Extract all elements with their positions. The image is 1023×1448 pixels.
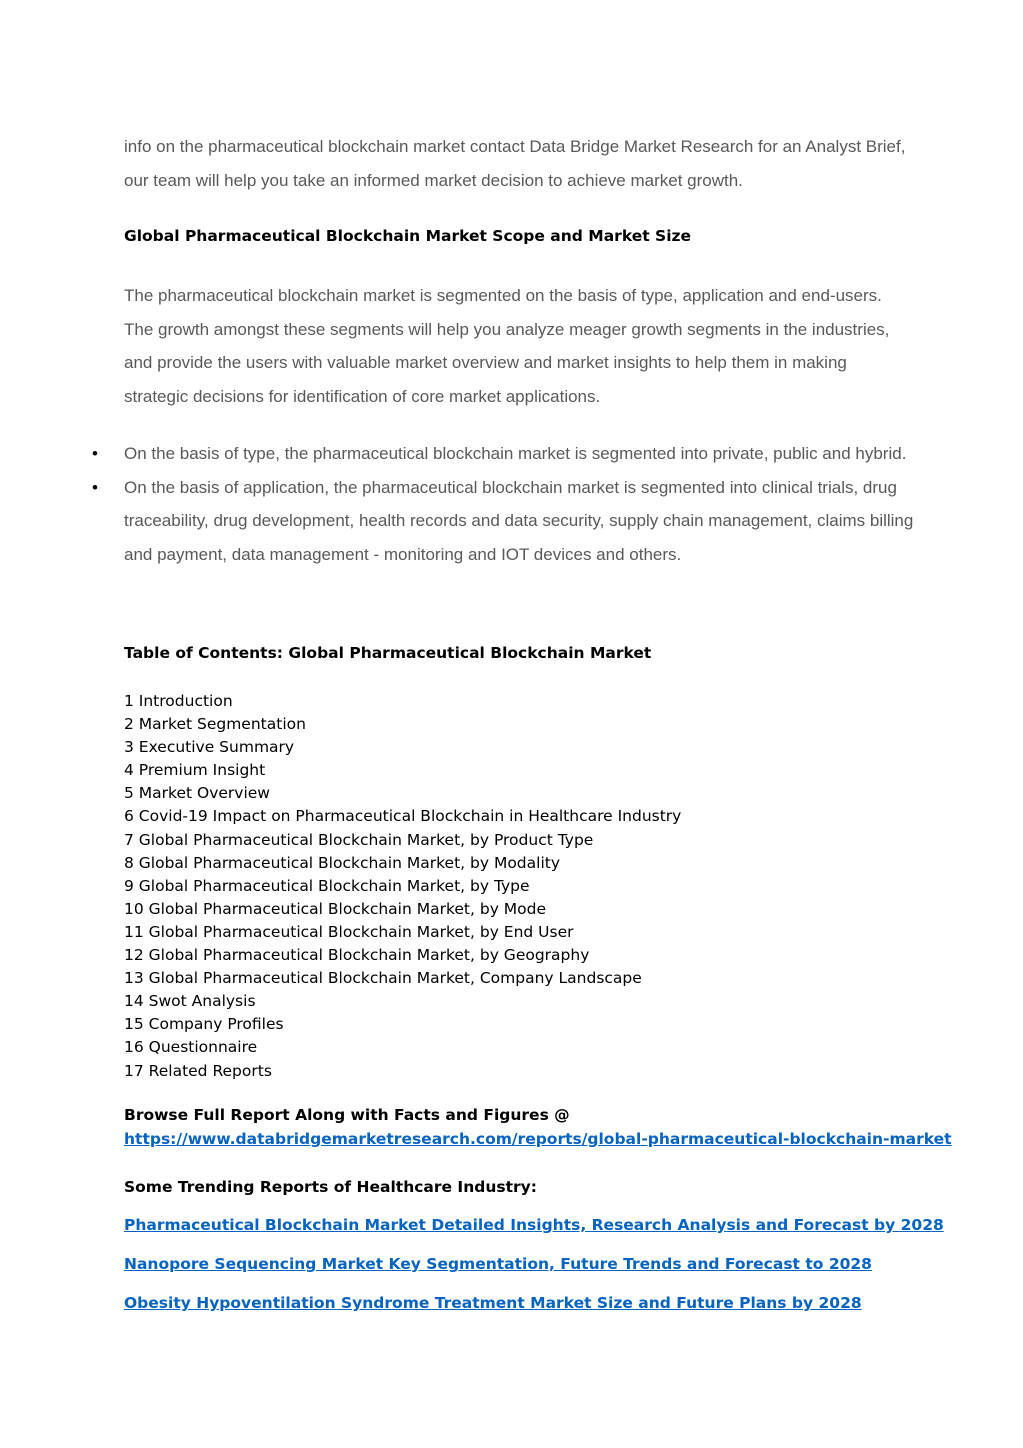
segment-bullet-list bbox=[0, 437, 1023, 571]
toc-item: 4 Premium Insight bbox=[124, 761, 266, 780]
scope-paragraph: The pharmaceutical blockchain market is segmented on the basis of type, application and end-users. The growth amongst these segments will help you analyze meager growth segments in the industries, and provide the users with valuable market overview and market insights to help them in making strategic decisions for identification of core market applications. bbox=[124, 286, 890, 406]
bullet-icon: • bbox=[92, 477, 98, 497]
trending-report-link-nanopore[interactable]: Nanopore Sequencing Market Key Segmentation, Future Trends and Forecast to 2028 bbox=[124, 1255, 872, 1273]
browse-heading: Browse Full Report Along with Facts and Figures @ bbox=[124, 1106, 570, 1124]
bullet-text-type: On the basis of type, the pharmaceutical blockchain market is segmented into private, public and hybrid. bbox=[124, 444, 907, 463]
toc-item: 12 Global Pharmaceutical Blockchain Market, by Geography bbox=[124, 946, 590, 965]
toc-item: 8 Global Pharmaceutical Blockchain Market, by Modality bbox=[124, 853, 560, 872]
toc-item: 17 Related Reports bbox=[124, 1061, 272, 1080]
list-item bbox=[0, 471, 914, 572]
toc-item: 3 Executive Summary bbox=[124, 738, 295, 757]
full-report-link-wrapper bbox=[124, 1130, 952, 1148]
list-item bbox=[0, 437, 914, 471]
full-report-link[interactable]: https://www.databridgemarketresearch.com/reports/global-pharmaceutical-blockchain-market bbox=[124, 1130, 952, 1148]
toc-item: 9 Global Pharmaceutical Blockchain Market, by Type bbox=[124, 876, 530, 895]
trending-link-wrapper bbox=[124, 1216, 944, 1234]
toc-item: 11 Global Pharmaceutical Blockchain Market, by End User bbox=[124, 922, 574, 941]
trending-heading: Some Trending Reports of Healthcare Industry: bbox=[124, 1178, 537, 1196]
toc-item: 7 Global Pharmaceutical Blockchain Market, by Product Type bbox=[124, 830, 594, 849]
trending-link-wrapper bbox=[124, 1255, 872, 1273]
toc-list bbox=[124, 690, 681, 1083]
toc-item: 15 Company Profiles bbox=[124, 1015, 284, 1034]
toc-item: 1 Introduction bbox=[124, 692, 233, 710]
trending-report-link-obesity[interactable]: Obesity Hypoventilation Syndrome Treatment Market Size and Future Plans by 2028 bbox=[124, 1294, 862, 1312]
bullet-icon: • bbox=[92, 444, 98, 463]
scope-heading: Global Pharmaceutical Blockchain Market Scope and Market Size bbox=[124, 227, 692, 245]
toc-item: 13 Global Pharmaceutical Blockchain Market, Company Landscape bbox=[124, 969, 642, 988]
intro-paragraph: info on the pharmaceutical blockchain market contact Data Bridge Market Research for an Analyst Brief, our team will help you take an informed market decision to achieve market growth. bbox=[124, 137, 906, 190]
toc-item: 6 Covid-19 Impact on Pharmaceutical Blockchain in Healthcare Industry bbox=[124, 807, 682, 826]
toc-item: 14 Swot Analysis bbox=[124, 992, 256, 1011]
toc-item: 10 Global Pharmaceutical Blockchain Market, by Mode bbox=[124, 899, 547, 918]
toc-item: 5 Market Overview bbox=[124, 784, 270, 803]
trending-report-link-pharma-blockchain[interactable]: Pharmaceutical Blockchain Market Detailed Insights, Research Analysis and Forecast by 2028 bbox=[124, 1216, 944, 1234]
trending-link-wrapper bbox=[124, 1294, 862, 1312]
toc-item: 2 Market Segmentation bbox=[124, 715, 306, 734]
bullet-text-application: On the basis of application, the pharmaceutical blockchain market is segmented into clinical trials, drug traceability, drug development, health records and data security, supply chain management, claims billing and payment, data management - monitoring and IOT devices and others. bbox=[124, 477, 914, 564]
toc-item: 16 Questionnaire bbox=[124, 1038, 258, 1057]
toc-heading: Table of Contents: Global Pharmaceutical Blockchain Market bbox=[124, 644, 652, 662]
